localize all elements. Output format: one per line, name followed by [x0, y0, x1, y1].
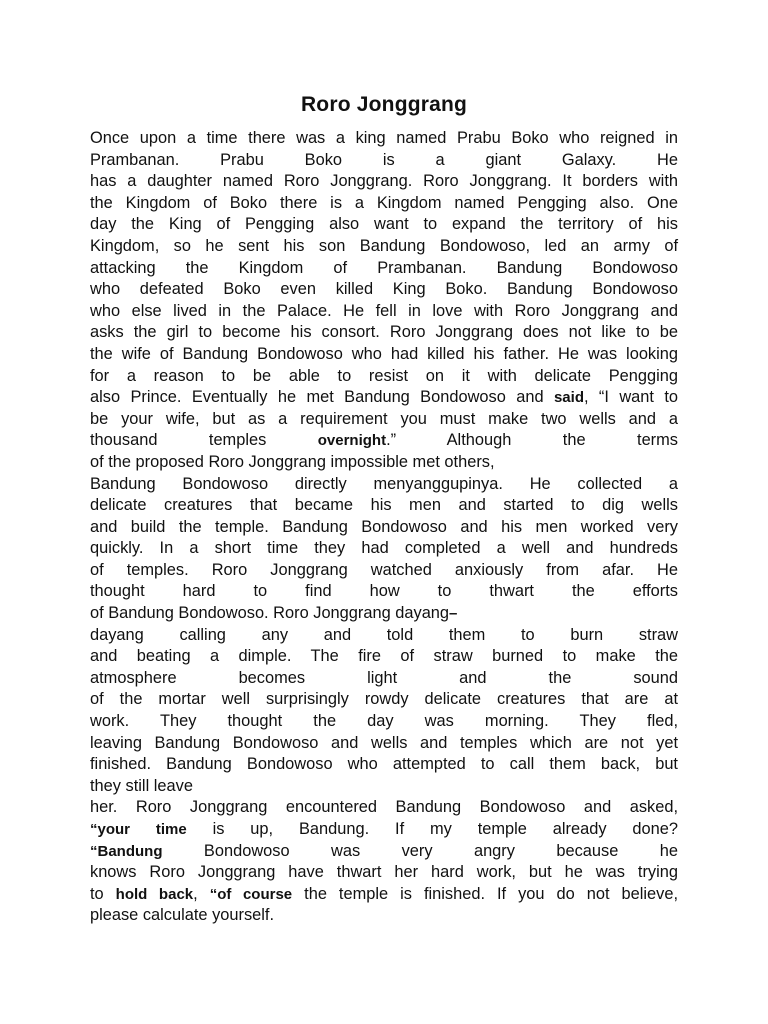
text-line — [90, 797, 678, 819]
text-line — [90, 754, 678, 776]
text-line — [90, 776, 678, 798]
text-line — [90, 646, 678, 668]
text-segment: asks the girl to become his consort. Roro Jonggrang does not like to be — [90, 323, 678, 342]
text-segment: Bondowoso was very angry because he — [162, 841, 678, 860]
text-line — [90, 279, 678, 301]
text-segment: also Prince. Eventually he met Bandung Bondowoso and — [90, 388, 554, 407]
text-segment: finished. Bandung Bondowoso who attempted to call them back, but — [90, 755, 678, 774]
text-line — [90, 538, 678, 560]
text-line — [90, 409, 678, 431]
text-segment: and beating a dimple. The fire of straw burned to make the — [90, 647, 678, 666]
text-segment: day the King of Pengging also want to expand the territory of his — [90, 215, 678, 234]
text-segment: .” Although the terms — [386, 431, 678, 450]
bold-text: – — [449, 605, 458, 623]
text-segment: Once upon a time there was a king named Prabu Boko who reigned in — [90, 129, 678, 147]
text-line — [90, 452, 678, 474]
text-segment: the temple is finished. If you do not believe, — [292, 884, 679, 903]
text-line — [90, 560, 678, 582]
text-segment: thought hard to find how to thwart the efforts — [90, 582, 678, 601]
text-segment: who else lived in the Palace. He fell in love with Roro Jonggrang and — [90, 301, 678, 320]
text-segment: be your wife, but as a requirement you must make two wells and a — [90, 409, 678, 428]
text-segment: her. Roro Jonggrang encountered Bandung Bondowoso and asked, — [90, 798, 678, 817]
text-line — [90, 214, 678, 236]
text-line — [90, 905, 678, 927]
text-line — [90, 689, 678, 711]
text-line — [90, 668, 678, 690]
text-segment: Bandung Bondowoso directly menyanggupinya. He collected a — [90, 474, 678, 493]
text-segment: Kingdom, so he sent his son Bandung Bondowoso, led an army of — [90, 236, 678, 255]
text-segment: is up, Bandung. If my temple already done? — [186, 820, 678, 838]
text-line — [90, 128, 678, 150]
text-line — [90, 581, 678, 603]
text-segment: delicate creatures that became his men and started to dig wells — [90, 496, 678, 515]
text-segment: quickly. In a short time they had completed a well and hundreds — [90, 539, 678, 558]
text-segment: Prambanan. Prabu Boko is a giant Galaxy. He — [90, 150, 678, 169]
text-segment: work. They thought the day was morning. They fled, — [90, 712, 678, 731]
bold-text: hold back — [115, 885, 194, 903]
text-segment: the Kingdom of Boko there is a Kingdom named Pengging also. One — [90, 193, 678, 212]
text-line — [90, 711, 678, 733]
text-line — [90, 150, 678, 172]
document-title: Roro Jonggrang — [300, 93, 468, 116]
text-segment: atmosphere becomes light and the sound — [90, 668, 678, 687]
text-segment: of Bandung Bondowoso. Roro Jonggrang dayang — [90, 604, 450, 623]
text-line — [90, 625, 678, 647]
bold-text: time — [155, 821, 187, 838]
text-line — [90, 884, 678, 906]
text-segment: the wife of Bandung Bondowoso who had killed his father. He was looking — [90, 344, 678, 363]
text-segment: to — [90, 884, 116, 903]
text-line — [90, 495, 678, 517]
text-segment: attacking the Kingdom of Prambanan. Bandung Bondowoso — [90, 258, 678, 277]
text-segment: dayang calling any and told them to burn straw — [90, 625, 678, 644]
bold-text: “of course — [209, 885, 293, 903]
text-segment: they still leave — [90, 776, 193, 795]
text-segment: leaving Bandung Bondowoso and wells and temples which are not yet — [90, 733, 678, 752]
text-line — [90, 193, 678, 215]
text-segment: please calculate yourself. — [90, 906, 275, 925]
text-segment: thousand temples — [90, 431, 318, 450]
text-segment: who defeated Boko even killed King Boko. Bandung Bondowoso — [90, 280, 678, 299]
text-line — [90, 819, 678, 841]
text-segment: of the proposed Roro Jonggrang impossible met others, — [90, 452, 495, 471]
text-line — [90, 733, 678, 755]
text-line — [90, 517, 678, 539]
text-line — [90, 322, 678, 344]
text-segment: , “I want to — [583, 388, 678, 407]
text-segment — [130, 820, 156, 838]
text-segment: of temples. Roro Jonggrang watched anxiously from afar. He — [90, 560, 678, 579]
text-segment: and build the temple. Bandung Bondowoso and his men worked very — [90, 517, 678, 536]
story-body — [90, 128, 678, 927]
text-line — [90, 474, 678, 496]
text-line — [90, 258, 678, 280]
text-segment: knows Roro Jonggrang have thwart her hard work, but he was trying — [90, 863, 678, 882]
bold-text: said — [553, 389, 584, 407]
text-line — [90, 430, 678, 452]
text-segment: has a daughter named Roro Jonggrang. Roro Jonggrang. It borders with — [90, 172, 678, 191]
bold-text: overnight — [317, 432, 387, 450]
text-segment: of the mortar well surprisingly rowdy delicate creatures that are at — [90, 690, 678, 709]
text-line — [90, 301, 678, 323]
text-segment: for a reason to be able to resist on it with delicate Pengging — [90, 366, 678, 385]
text-line — [90, 603, 678, 625]
text-line — [90, 171, 678, 193]
text-line — [90, 841, 678, 863]
text-line — [90, 387, 678, 409]
text-line — [90, 344, 678, 366]
bold-text: “Bandung — [90, 842, 163, 860]
text-segment: , — [193, 884, 210, 903]
text-line — [90, 366, 678, 388]
text-line — [90, 236, 678, 258]
text-line — [90, 862, 678, 884]
bold-text: “your — [90, 821, 131, 838]
